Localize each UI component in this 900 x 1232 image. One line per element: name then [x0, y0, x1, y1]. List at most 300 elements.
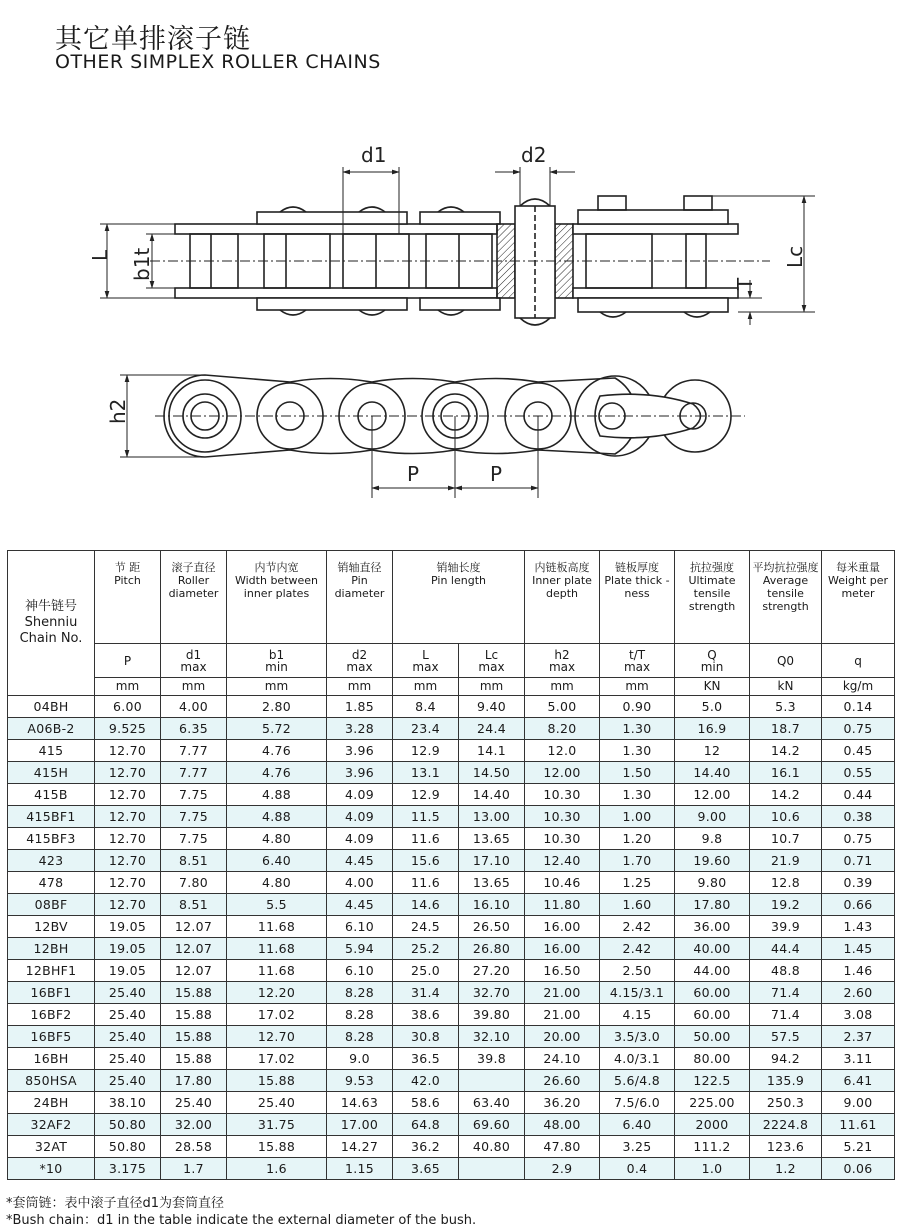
header-symbol: b1 min	[227, 644, 327, 678]
value-cell: 15.88	[161, 1026, 227, 1048]
value-cell: 4.88	[227, 806, 327, 828]
header-symbol: L max	[393, 644, 459, 678]
value-cell: 8.28	[327, 1026, 393, 1048]
value-cell: 4.76	[227, 740, 327, 762]
value-cell: 13.65	[459, 828, 525, 850]
label-t: T	[733, 277, 757, 290]
value-cell: 23.4	[393, 718, 459, 740]
value-cell: 11.80	[525, 894, 600, 916]
value-cell: 9.525	[95, 718, 161, 740]
value-cell: 10.46	[525, 872, 600, 894]
value-cell: 14.2	[750, 784, 822, 806]
header-symbol: P	[95, 644, 161, 678]
header-symbol: t/T max	[600, 644, 675, 678]
header-unit: mm	[161, 678, 227, 696]
table-row	[8, 740, 895, 762]
value-cell: 12.07	[161, 938, 227, 960]
value-cell: 1.25	[600, 872, 675, 894]
value-cell: 19.05	[95, 960, 161, 982]
value-cell: 14.2	[750, 740, 822, 762]
table-row	[8, 806, 895, 828]
value-cell: 12.9	[393, 740, 459, 762]
value-cell: 0.66	[822, 894, 895, 916]
value-cell: 12.00	[525, 762, 600, 784]
header-symbol: Q0	[750, 644, 822, 678]
value-cell: 10.7	[750, 828, 822, 850]
header-ultimate-strength: 抗拉强度 Ultimate tensile strength	[675, 551, 750, 644]
value-cell: 14.50	[459, 762, 525, 784]
value-cell: 5.3	[750, 696, 822, 718]
value-cell: 26.50	[459, 916, 525, 938]
value-cell: 0.71	[822, 850, 895, 872]
value-cell: 1.6	[227, 1158, 327, 1180]
chain-number-cell: 32AT	[8, 1136, 95, 1158]
header-unit: mm	[95, 678, 161, 696]
value-cell: 26.60	[525, 1070, 600, 1092]
table-row	[8, 1004, 895, 1026]
header-unit: kN	[750, 678, 822, 696]
value-cell: 24.4	[459, 718, 525, 740]
value-cell: 31.4	[393, 982, 459, 1004]
table-row	[8, 960, 895, 982]
value-cell: 11.5	[393, 806, 459, 828]
value-cell: 26.80	[459, 938, 525, 960]
value-cell: 12.70	[95, 740, 161, 762]
chain-number-cell: 24BH	[8, 1092, 95, 1114]
value-cell: 14.63	[327, 1092, 393, 1114]
value-cell: 6.35	[161, 718, 227, 740]
value-cell: 1.85	[327, 696, 393, 718]
value-cell: 225.00	[675, 1092, 750, 1114]
value-cell: 0.14	[822, 696, 895, 718]
label-l: L	[88, 249, 112, 261]
value-cell: 8.51	[161, 894, 227, 916]
value-cell: 11.68	[227, 960, 327, 982]
value-cell: 38.10	[95, 1092, 161, 1114]
value-cell: 3.96	[327, 762, 393, 784]
value-cell: 9.8	[675, 828, 750, 850]
value-cell: 5.6/4.8	[600, 1070, 675, 1092]
value-cell: 9.40	[459, 696, 525, 718]
value-cell: 57.5	[750, 1026, 822, 1048]
value-cell: 7.75	[161, 784, 227, 806]
header-width: 内节内宽 Width between inner plates	[227, 551, 327, 644]
value-cell: 4.09	[327, 784, 393, 806]
header-unit: mm	[459, 678, 525, 696]
value-cell: 111.2	[675, 1136, 750, 1158]
value-cell: 15.88	[227, 1070, 327, 1092]
value-cell: 0.4	[600, 1158, 675, 1180]
value-cell: 25.40	[95, 1070, 161, 1092]
chain-number-cell: 16BF5	[8, 1026, 95, 1048]
chain-number-cell: 32AF2	[8, 1114, 95, 1136]
value-cell: 17.02	[227, 1004, 327, 1026]
value-cell: 4.45	[327, 894, 393, 916]
value-cell: 1.30	[600, 784, 675, 806]
value-cell: 4.88	[227, 784, 327, 806]
header-plate-thickness: 链板厚度 Plate thick -ness	[600, 551, 675, 644]
value-cell: 21.00	[525, 982, 600, 1004]
value-cell: 64.8	[393, 1114, 459, 1136]
value-cell: 8.4	[393, 696, 459, 718]
value-cell: 27.20	[459, 960, 525, 982]
value-cell: 12.70	[95, 872, 161, 894]
value-cell: 14.27	[327, 1136, 393, 1158]
chain-number-cell: 16BH	[8, 1048, 95, 1070]
value-cell: 20.00	[525, 1026, 600, 1048]
value-cell: 36.20	[525, 1092, 600, 1114]
value-cell	[459, 1158, 525, 1180]
value-cell: 1.30	[600, 718, 675, 740]
value-cell: 0.45	[822, 740, 895, 762]
value-cell	[459, 1070, 525, 1092]
value-cell: 36.00	[675, 916, 750, 938]
value-cell: 28.58	[161, 1136, 227, 1158]
value-cell: 32.70	[459, 982, 525, 1004]
value-cell: 12.8	[750, 872, 822, 894]
value-cell: 38.6	[393, 1004, 459, 1026]
table-row	[8, 1114, 895, 1136]
header-roller: 滚子直径 Roller diameter	[161, 551, 227, 644]
value-cell: 39.9	[750, 916, 822, 938]
value-cell: 10.6	[750, 806, 822, 828]
value-cell: 24.5	[393, 916, 459, 938]
value-cell: 16.10	[459, 894, 525, 916]
header-weight: 每米重量 Weight per meter	[822, 551, 895, 644]
value-cell: 10.30	[525, 806, 600, 828]
value-cell: 7.77	[161, 762, 227, 784]
table-row	[8, 982, 895, 1004]
value-cell: 12.70	[95, 806, 161, 828]
value-cell: 4.76	[227, 762, 327, 784]
value-cell: 71.4	[750, 1004, 822, 1026]
value-cell: 1.2	[750, 1158, 822, 1180]
value-cell: 25.40	[161, 1092, 227, 1114]
value-cell: 1.0	[675, 1158, 750, 1180]
value-cell: 8.28	[327, 982, 393, 1004]
value-cell: 16.00	[525, 916, 600, 938]
value-cell: 7.5/6.0	[600, 1092, 675, 1114]
table-row	[8, 916, 895, 938]
value-cell: 0.44	[822, 784, 895, 806]
footnote-cn: *套筒链：表中滚子直径d1为套筒直径	[6, 1196, 225, 1211]
label-h2: h2	[106, 398, 130, 424]
value-cell: 36.5	[393, 1048, 459, 1070]
header-unit: kg/m	[822, 678, 895, 696]
chain-number-cell: 12BHF1	[8, 960, 95, 982]
value-cell: 32.10	[459, 1026, 525, 1048]
value-cell: 15.88	[161, 982, 227, 1004]
chain-number-cell: 415	[8, 740, 95, 762]
value-cell: 15.6	[393, 850, 459, 872]
value-cell: 11.6	[393, 872, 459, 894]
value-cell: 1.43	[822, 916, 895, 938]
value-cell: 18.7	[750, 718, 822, 740]
value-cell: 6.10	[327, 916, 393, 938]
value-cell: 5.00	[525, 696, 600, 718]
value-cell: 4.09	[327, 806, 393, 828]
header-unit: KN	[675, 678, 750, 696]
value-cell: 42.0	[393, 1070, 459, 1092]
value-cell: 39.8	[459, 1048, 525, 1070]
value-cell: 17.10	[459, 850, 525, 872]
value-cell: 12.07	[161, 916, 227, 938]
value-cell: 7.75	[161, 828, 227, 850]
chain-number-cell: 16BF2	[8, 1004, 95, 1026]
label-b1t: b1t	[130, 247, 154, 281]
value-cell: 2.42	[600, 916, 675, 938]
table-row	[8, 1048, 895, 1070]
value-cell: 0.55	[822, 762, 895, 784]
value-cell: 25.40	[227, 1092, 327, 1114]
value-cell: 19.05	[95, 916, 161, 938]
header-symbol: Lc max	[459, 644, 525, 678]
value-cell: 2.37	[822, 1026, 895, 1048]
value-cell: 12.70	[95, 828, 161, 850]
chain-number-cell: 12BH	[8, 938, 95, 960]
value-cell: 25.40	[95, 1004, 161, 1026]
value-cell: 16.9	[675, 718, 750, 740]
header-symbol: q	[822, 644, 895, 678]
value-cell: 6.40	[600, 1114, 675, 1136]
header-pin-length: 销轴长度 Pin length	[393, 551, 525, 644]
value-cell: 5.94	[327, 938, 393, 960]
value-cell: 40.80	[459, 1136, 525, 1158]
header-unit: mm	[600, 678, 675, 696]
value-cell: 10.30	[525, 828, 600, 850]
page-title-en: OTHER SIMPLEX ROLLER CHAINS	[55, 51, 381, 73]
value-cell: 3.11	[822, 1048, 895, 1070]
value-cell: 6.10	[327, 960, 393, 982]
value-cell: 2.42	[600, 938, 675, 960]
value-cell: 135.9	[750, 1070, 822, 1092]
header-model	[8, 551, 95, 696]
value-cell: 6.41	[822, 1070, 895, 1092]
value-cell: 12.00	[675, 784, 750, 806]
value-cell: 3.175	[95, 1158, 161, 1180]
value-cell: 0.90	[600, 696, 675, 718]
header-unit: mm	[227, 678, 327, 696]
spec-table	[7, 550, 895, 1180]
value-cell: 2.60	[822, 982, 895, 1004]
value-cell: 24.10	[525, 1048, 600, 1070]
value-cell: 12	[675, 740, 750, 762]
value-cell: 12.9	[393, 784, 459, 806]
value-cell: 5.21	[822, 1136, 895, 1158]
value-cell: 3.96	[327, 740, 393, 762]
value-cell: 60.00	[675, 1004, 750, 1026]
value-cell: 1.46	[822, 960, 895, 982]
value-cell: 7.77	[161, 740, 227, 762]
header-pitch: 节 距 Pitch	[95, 551, 161, 644]
value-cell: 69.60	[459, 1114, 525, 1136]
value-cell: 12.70	[227, 1026, 327, 1048]
value-cell: 15.88	[161, 1004, 227, 1026]
label-lc: Lc	[783, 245, 807, 268]
value-cell: 14.40	[459, 784, 525, 806]
table-row	[8, 894, 895, 916]
value-cell: 19.05	[95, 938, 161, 960]
table-row	[8, 828, 895, 850]
value-cell: 1.00	[600, 806, 675, 828]
value-cell: 14.6	[393, 894, 459, 916]
table-row	[8, 718, 895, 740]
value-cell: 14.1	[459, 740, 525, 762]
value-cell: 0.39	[822, 872, 895, 894]
value-cell: 3.08	[822, 1004, 895, 1026]
value-cell: 16.1	[750, 762, 822, 784]
header-symbol: h2 max	[525, 644, 600, 678]
value-cell: 4.00	[161, 696, 227, 718]
value-cell: 2224.8	[750, 1114, 822, 1136]
value-cell: 11.68	[227, 916, 327, 938]
chain-number-cell: 423	[8, 850, 95, 872]
value-cell: 25.40	[95, 1048, 161, 1070]
value-cell: 47.80	[525, 1136, 600, 1158]
value-cell: 12.70	[95, 762, 161, 784]
page-title-cn: 其它单排滚子链	[55, 24, 251, 55]
value-cell: 4.15/3.1	[600, 982, 675, 1004]
value-cell: 1.20	[600, 828, 675, 850]
value-cell: 3.5/3.0	[600, 1026, 675, 1048]
chain-number-cell: 850HSA	[8, 1070, 95, 1092]
value-cell: 3.65	[393, 1158, 459, 1180]
value-cell: 1.7	[161, 1158, 227, 1180]
value-cell: 12.0	[525, 740, 600, 762]
value-cell: 0.75	[822, 828, 895, 850]
value-cell: 13.00	[459, 806, 525, 828]
value-cell: 63.40	[459, 1092, 525, 1114]
label-d2: d2	[521, 143, 547, 167]
value-cell: 60.00	[675, 982, 750, 1004]
value-cell: 2.50	[600, 960, 675, 982]
table-row	[8, 938, 895, 960]
value-cell: 71.4	[750, 982, 822, 1004]
value-cell: 12.70	[95, 850, 161, 872]
chain-number-cell: 08BF	[8, 894, 95, 916]
table-row	[8, 762, 895, 784]
value-cell: 17.02	[227, 1048, 327, 1070]
value-cell: 4.45	[327, 850, 393, 872]
value-cell: 5.5	[227, 894, 327, 916]
table-row	[8, 1136, 895, 1158]
value-cell: 48.00	[525, 1114, 600, 1136]
value-cell: 0.75	[822, 718, 895, 740]
value-cell: 13.1	[393, 762, 459, 784]
value-cell: 1.70	[600, 850, 675, 872]
chain-number-cell: 12BV	[8, 916, 95, 938]
value-cell: 5.72	[227, 718, 327, 740]
value-cell: 16.00	[525, 938, 600, 960]
value-cell: 21.00	[525, 1004, 600, 1026]
header-unit: mm	[327, 678, 393, 696]
value-cell: 17.00	[327, 1114, 393, 1136]
header-symbol: d2 max	[327, 644, 393, 678]
value-cell: 11.68	[227, 938, 327, 960]
value-cell: 25.40	[95, 1026, 161, 1048]
table-row	[8, 850, 895, 872]
value-cell: 25.40	[95, 982, 161, 1004]
value-cell: 94.2	[750, 1048, 822, 1070]
value-cell: 21.9	[750, 850, 822, 872]
table-row	[8, 1070, 895, 1092]
value-cell: 12.40	[525, 850, 600, 872]
value-cell: 6.40	[227, 850, 327, 872]
value-cell: 9.00	[675, 806, 750, 828]
value-cell: 1.60	[600, 894, 675, 916]
value-cell: 50.80	[95, 1114, 161, 1136]
value-cell: 8.28	[327, 1004, 393, 1026]
value-cell: 4.00	[327, 872, 393, 894]
value-cell: 25.2	[393, 938, 459, 960]
value-cell: 4.0/3.1	[600, 1048, 675, 1070]
chain-number-cell: 415B	[8, 784, 95, 806]
table-row	[8, 1092, 895, 1114]
value-cell: 8.51	[161, 850, 227, 872]
value-cell: 2.9	[525, 1158, 600, 1180]
value-cell: 1.45	[822, 938, 895, 960]
value-cell: 1.50	[600, 762, 675, 784]
chain-number-cell: A06B-2	[8, 718, 95, 740]
label-p1: P	[407, 462, 420, 486]
value-cell: 4.80	[227, 872, 327, 894]
value-cell: 9.80	[675, 872, 750, 894]
value-cell: 14.40	[675, 762, 750, 784]
table-row	[8, 696, 895, 718]
value-cell: 11.6	[393, 828, 459, 850]
value-cell: 12.70	[95, 894, 161, 916]
value-cell: 10.30	[525, 784, 600, 806]
value-cell: 32.00	[161, 1114, 227, 1136]
value-cell: 48.8	[750, 960, 822, 982]
value-cell: 5.0	[675, 696, 750, 718]
chain-number-cell: 415BF1	[8, 806, 95, 828]
table-row	[8, 784, 895, 806]
value-cell: 12.07	[161, 960, 227, 982]
value-cell: 12.20	[227, 982, 327, 1004]
value-cell: 36.2	[393, 1136, 459, 1158]
value-cell: 8.20	[525, 718, 600, 740]
value-cell: 9.00	[822, 1092, 895, 1114]
chain-number-cell: *10	[8, 1158, 95, 1180]
chain-number-cell: 415H	[8, 762, 95, 784]
value-cell: 50.80	[95, 1136, 161, 1158]
value-cell: 12.70	[95, 784, 161, 806]
chain-diagram	[0, 120, 900, 510]
value-cell: 40.00	[675, 938, 750, 960]
value-cell: 13.65	[459, 872, 525, 894]
value-cell: 19.60	[675, 850, 750, 872]
chain-number-cell: 415BF3	[8, 828, 95, 850]
chain-number-cell: 478	[8, 872, 95, 894]
footnote-en: *Bush chain：d1 in the table indicate the external diameter of the bush.	[6, 1213, 477, 1228]
value-cell: 3.28	[327, 718, 393, 740]
chain-number-cell: 04BH	[8, 696, 95, 718]
table-row	[8, 1026, 895, 1048]
value-cell: 17.80	[161, 1070, 227, 1092]
header-symbol: d1 max	[161, 644, 227, 678]
header-unit: mm	[393, 678, 459, 696]
value-cell: 6.00	[95, 696, 161, 718]
chain-number-cell: 16BF1	[8, 982, 95, 1004]
value-cell: 58.6	[393, 1092, 459, 1114]
value-cell: 50.00	[675, 1026, 750, 1048]
value-cell: 1.30	[600, 740, 675, 762]
value-cell: 2.80	[227, 696, 327, 718]
value-cell: 39.80	[459, 1004, 525, 1026]
value-cell: 250.3	[750, 1092, 822, 1114]
header-average-strength: 平均抗拉强度 Average tensile strength	[750, 551, 822, 644]
